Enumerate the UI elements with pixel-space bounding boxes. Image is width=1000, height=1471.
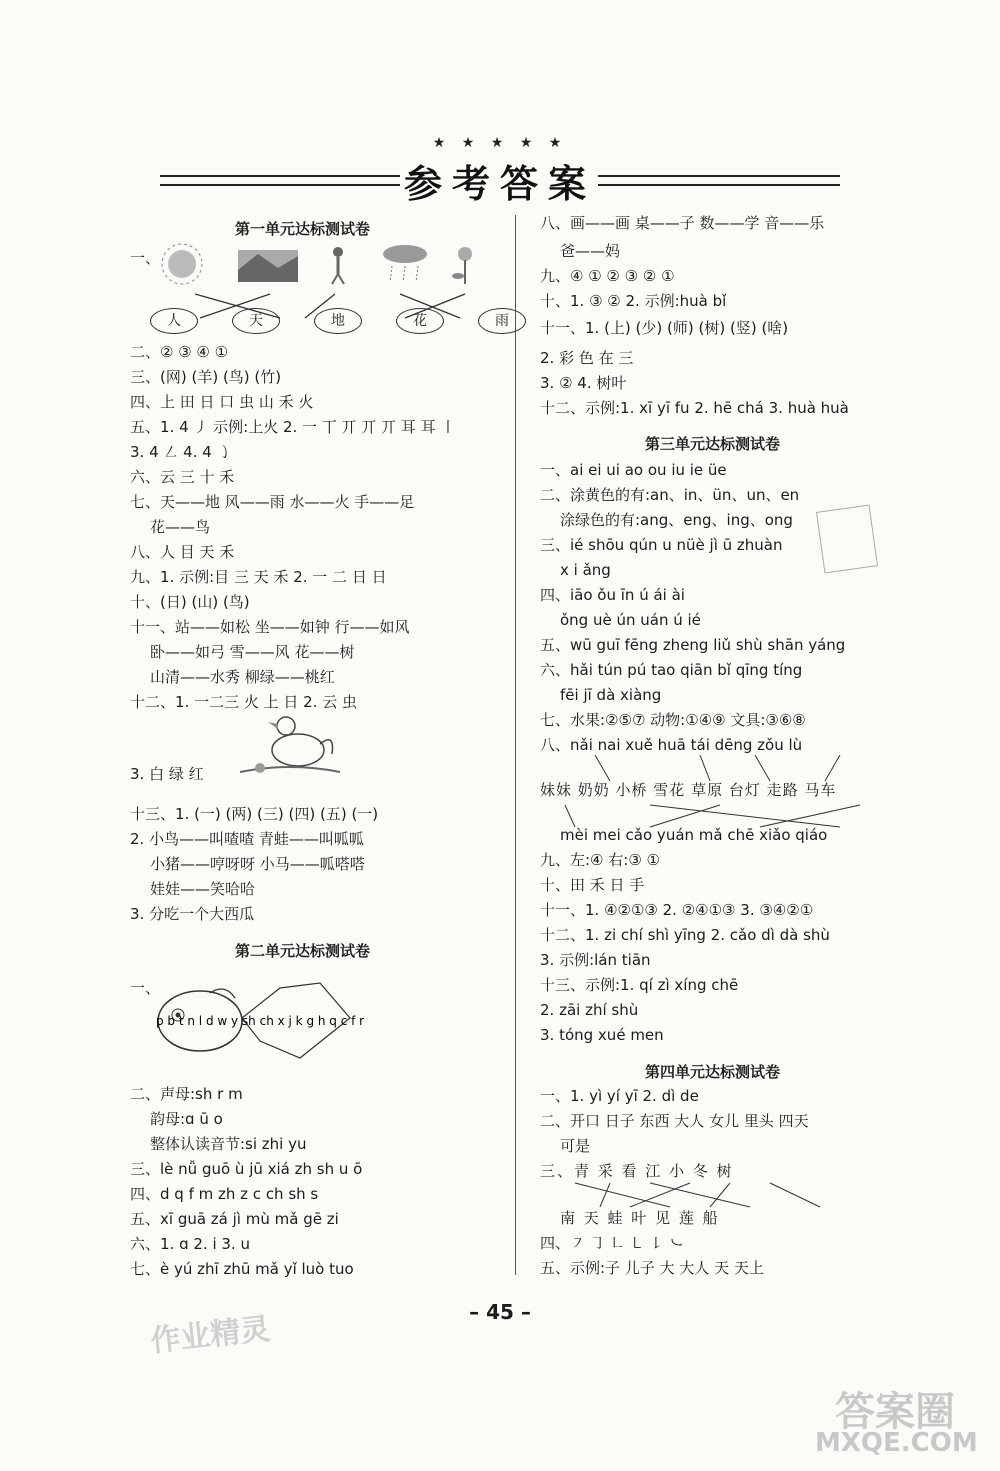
answer-line: 八、nǎi nai xuě huā tái dēng zǒu lù (540, 736, 803, 754)
cloud-word: 花 (396, 308, 444, 334)
section-title-unit3: 第三单元达标测试卷 (644, 435, 780, 453)
sun-picture-icon (162, 244, 202, 284)
cloud-word: 雨 (478, 308, 526, 334)
answer-line: 九、④ ① ② ③ ② ① (540, 267, 675, 285)
cloud-word: 地 (314, 308, 362, 334)
answer-line: 十三、1. (一) (两) (三) (四) (五) (一) (130, 805, 379, 823)
answer-line: 六、1. ɑ 2. i 3. u (130, 1235, 250, 1253)
answer-line: 一、 (130, 979, 161, 997)
answer-line: 九、左:④ 右:③ ① (540, 851, 660, 869)
answer-line: 十一、1. (上) (少) (师) (树) (竖) (啥) (540, 319, 789, 337)
watermark-text: 作业精灵 (148, 1311, 272, 1360)
answer-line: 五、xī guā zá jì mù mǎ gē zi (130, 1210, 339, 1228)
answer-line: ǒng uè ún uán ú ié (560, 611, 701, 629)
landscape-picture-icon (238, 250, 298, 282)
answer-line: 五、示例:子 儿子 大 大人 天 天上 (540, 1259, 764, 1277)
answer-line: 涂绿色的有:ang、eng、ing、ong (560, 511, 793, 529)
answer-line: 三、ié shōu qún u nüè jì ū zhuàn (540, 536, 783, 554)
answer-line: 一、1. yì yí yī 2. dì de (540, 1087, 699, 1105)
answer-line: mèi mei cǎo yuán mǎ chē xiǎo qiáo (560, 826, 828, 844)
answer-line: 七、水果:②⑤⑦ 动物:①④⑨ 文具:③⑥⑧ (540, 711, 806, 729)
answer-line: 四、iāo ǒu īn ú ái ài (540, 586, 685, 604)
stamp-logo (816, 505, 878, 574)
answer-line: 三、青 采 看 江 小 冬 树 (540, 1162, 734, 1180)
answer-line: 韵母:ɑ ū o (150, 1110, 223, 1128)
answer-line: 二、涂黄色的有:an、in、ün、un、en (540, 486, 800, 504)
answer-line: 八、画——画 桌——子 数——学 音——乐 (540, 214, 825, 232)
page-number: – 45 – (469, 1300, 531, 1324)
answer-line: 十二、1. 一二三 火 上 日 2. 云 虫 (130, 693, 358, 711)
answer-line: 3. 分吃一个大西瓜 (130, 905, 255, 923)
answer-line: 三、lè nǚ guō ù jū xiá zh sh u ō (130, 1160, 363, 1178)
answer-line: 十二、示例:1. xī yī fu 2. hē chá 3. huà huà (540, 399, 849, 417)
answer-line: 八、人 目 天 禾 (130, 543, 235, 561)
answer-line: 3. 白 绿 红 (130, 765, 204, 783)
answer-line: 五、wū guī fēng zheng liǔ shù shān yáng (540, 636, 846, 654)
answer-line: 3. 4 ㇜ 4. 4 ㇁ (130, 443, 232, 461)
answer-line: 四、d q f m zh z c ch sh s (130, 1185, 319, 1203)
answer-line: 四、上 田 日 口 虫 山 禾 火 (130, 393, 314, 411)
section-title-unit1: 第一单元达标测试卷 (234, 220, 370, 238)
answer-line: 十、1. ③ ② 2. 示例:huà bǐ (540, 292, 727, 310)
duck-illustration (240, 710, 340, 785)
answer-line: 五、1. 4 ㇓ 示例:上火 2. 一 丅 丌 丌 丌 耳 耳 ㇑ (130, 418, 456, 436)
answer-line: 十、(日) (山) (鸟) (130, 593, 250, 611)
answer-line: 南 天 蛙 叶 见 莲 船 (560, 1209, 720, 1227)
answer-line: 九、1. 示例:目 三 天 禾 2. 一 二 日 日 (130, 568, 387, 586)
answer-line: 十一、1. ④②①③ 2. ②④①③ 3. ③④②① (540, 901, 814, 919)
cloud-word: 天 (232, 308, 280, 334)
picture-row-illustration (160, 242, 480, 292)
rain-picture-icon (383, 245, 427, 282)
section-title-unit2: 第二单元达标测试卷 (234, 942, 370, 960)
matching-lines-unit4 (570, 1181, 870, 1211)
answer-line: 整体认读音节:si zhi yu (150, 1135, 307, 1153)
answer-line: 妹妹 奶奶 小桥 雪花 草原 台灯 走路 马车 (540, 781, 837, 799)
section-title-unit4: 第四单元达标测试卷 (644, 1063, 780, 1081)
child-picture-icon (332, 247, 344, 284)
answer-line: 十二、1. zi chí shì yīng 2. cǎo dì dà shù (540, 926, 830, 944)
fish-letters: p b t n l d w y sh ch x j k g h q c f r (156, 1014, 365, 1028)
answer-line: 六、云 三 十 禾 (130, 468, 235, 486)
answer-line: 山清——水秀 柳绿——桃红 (150, 668, 335, 686)
stars-decoration: ★ ★ ★ ★ ★ (432, 135, 568, 151)
corner-url: MXQE.COM (815, 1428, 978, 1458)
header-rule-right (598, 175, 840, 186)
answer-line: x i ǎng (560, 561, 611, 579)
answer-line: 3. ② 4. 树叶 (540, 374, 627, 392)
answer-line: 可是 (560, 1137, 591, 1155)
answer-line: 一、ai ei ui ao ou iu ie üe (540, 461, 727, 479)
answer-line: 花——鸟 (150, 518, 211, 536)
fish-dot-to-dot-illustration (150, 963, 370, 1073)
answer-line: 2. 小鸟——叫喳喳 青蛙——叫呱呱 (130, 830, 364, 848)
corner-logo: 答案圈 (835, 1389, 955, 1435)
answer-line: fēi jī dà xiàng (560, 686, 662, 704)
column-divider (515, 215, 516, 1275)
answer-line: 十三、示例:1. qí zì xíng chē (540, 976, 739, 994)
answer-line: 2. zāi zhí shù (540, 1001, 639, 1019)
answer-line: 二、声母:sh r m (130, 1085, 243, 1103)
flower-picture-icon (452, 247, 472, 284)
answer-line: 二、开口 日子 东西 大人 女儿 里头 四天 (540, 1112, 809, 1130)
answer-line: 小猪——哼呀呀 小马——呱嗒嗒 (150, 855, 365, 873)
answer-line: 爸——妈 (560, 242, 621, 260)
answer-line: 七、天——地 风——雨 水——火 手——足 (130, 493, 415, 511)
answer-line: 娃娃——笑哈哈 (150, 880, 256, 898)
answer-line: 3. 示例:lán tiān (540, 951, 651, 969)
answer-line: 十、田 禾 日 手 (540, 876, 645, 894)
answer-line: 六、hǎi tún pú tao qiān bǐ qīng tíng (540, 661, 803, 679)
answer-line: 三、(网) (羊) (鸟) (竹) (130, 368, 282, 386)
answer-line: 2. 彩 色 在 三 (540, 349, 634, 367)
answer-line: 一、 (130, 249, 161, 267)
answer-line: 七、è yú zhī zhū mǎ yǐ luò tuo (130, 1260, 354, 1278)
page-title: 参考答案 (403, 162, 596, 206)
answer-line: 二、② ③ ④ ① (130, 343, 229, 361)
answer-line: 3. tóng xué men (540, 1026, 664, 1044)
cloud-word: 人 (150, 308, 198, 334)
answer-line: 卧——如弓 雪——风 花——树 (150, 643, 355, 661)
answer-line: 十一、站——如松 坐——如钟 行——如风 (130, 618, 410, 636)
page-header (0, 135, 1000, 205)
answer-line: 四、㇇ ㇆ ㇗ ㇄ ㇙ ㇃ (540, 1234, 684, 1252)
cloud-word-row (150, 308, 540, 334)
